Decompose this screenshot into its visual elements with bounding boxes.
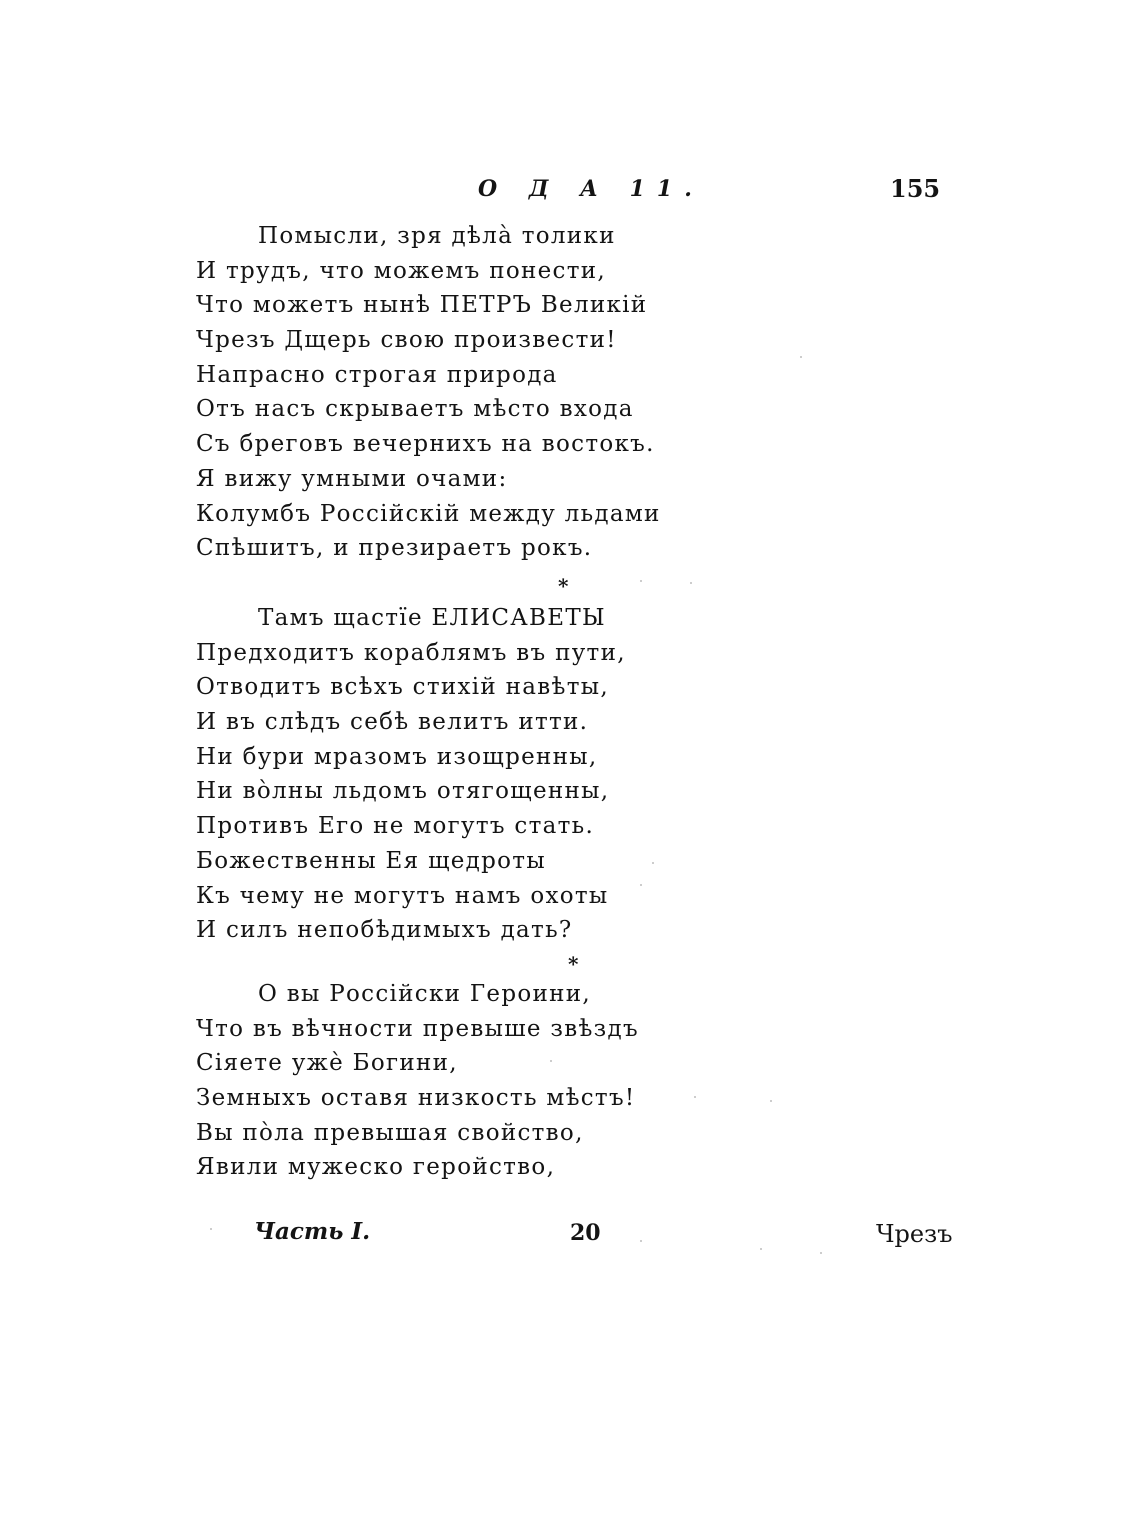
verse-line: Къ чему не могутъ намъ охоты [196, 882, 609, 909]
verse-line: Ни во̀лны льдомъ отягощенны, [196, 778, 610, 805]
verse-line: Помысли, зря дѣла̀ толики [258, 223, 616, 249]
scan-speck [800, 356, 802, 358]
verse-line: Ни бури мразомъ изощренны, [196, 743, 598, 770]
scan-speck [690, 582, 692, 584]
scan-speck [760, 1248, 762, 1250]
signature-mark: Часть I. [254, 1218, 371, 1245]
verse-line: О вы Россійски Героини, [258, 981, 592, 1007]
verse-line: Колумбъ Россійскій между льдами [196, 500, 661, 527]
verse-line: Отъ насъ скрываетъ мѣсто входа [196, 396, 634, 423]
verse-line: Вы по̀ла превышая свойство, [196, 1119, 584, 1146]
verse-line: Отводитъ всѣхъ стихій навѣты, [196, 674, 609, 701]
stanza-separator: * [558, 574, 569, 598]
catchword: Чрезъ [876, 1220, 953, 1248]
page-number: 155 [890, 174, 941, 203]
verse-line: Земныхъ оставя низкость мѣстъ! [196, 1085, 636, 1112]
scan-speck [652, 862, 654, 864]
scan-speck [640, 1240, 642, 1242]
stanza-1 [196, 219, 716, 566]
running-title: О Д А 11. [478, 176, 704, 202]
verse-line: Явили мужеско геройство, [196, 1154, 556, 1181]
verse-line: И въ слѣдъ себѣ велитъ итти. [196, 709, 589, 736]
stanza-2 [196, 601, 716, 948]
verse-line: Сіяете ужѐ Богини, [196, 1050, 458, 1077]
verse-line: Чрезъ Дщерь свою произвести! [196, 327, 617, 354]
scan-speck [640, 580, 642, 582]
signature-number: 20 [570, 1220, 601, 1246]
scan-speck [550, 1060, 552, 1062]
verse-line: Противъ Его не могутъ стать. [196, 813, 595, 840]
scan-speck [640, 884, 642, 886]
verse-line: Спѣшитъ, и презираетъ рокъ. [196, 535, 593, 562]
scan-speck [820, 1252, 822, 1254]
verse-line: Божественны Ея щедроты [196, 847, 546, 874]
scan-speck [770, 1100, 772, 1102]
verse-line: Что въ вѣчности превыше звѣздъ [196, 1015, 639, 1042]
stanza-separator: * [568, 952, 579, 976]
scan-speck [210, 1228, 212, 1230]
scan-speck [694, 1096, 696, 1098]
verse-line: И трудъ, что можемъ понести, [196, 257, 606, 284]
verse-line: Что можетъ нынѣ ПЕТРЪ Великій [196, 292, 648, 319]
verse-line: Напрасно строгая природа [196, 361, 558, 388]
verse-line: Съ бреговъ вечернихъ на востокъ. [196, 431, 655, 458]
stanza-3 [196, 977, 716, 1185]
verse-line: Тамъ щастїе ЕЛИСАВЕТЫ [258, 605, 606, 631]
verse-line: И силъ непобѣдимыхъ дать? [196, 917, 573, 944]
verse-line: Я вижу умными очами: [196, 465, 508, 492]
verse-line: Предходитъ кораблямъ въ пути, [196, 639, 626, 666]
